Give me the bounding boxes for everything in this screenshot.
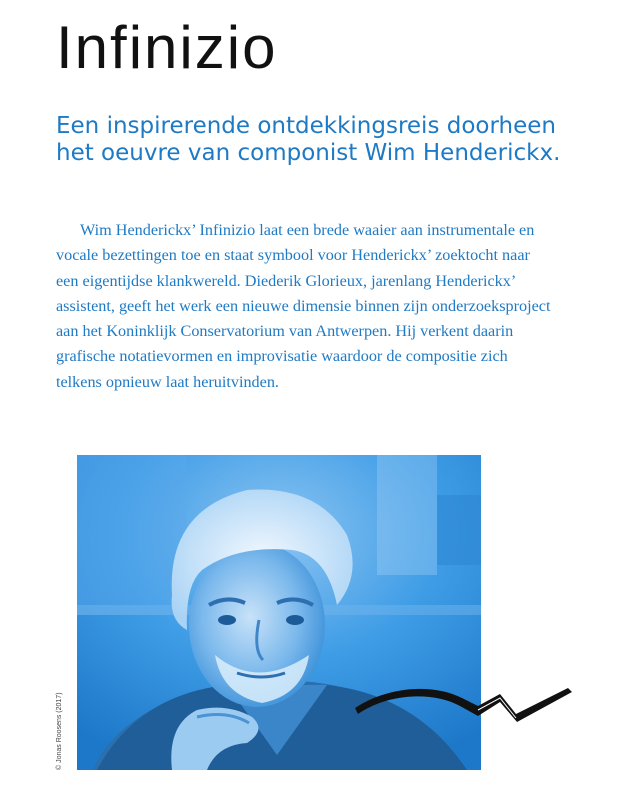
wave-logo-graphic bbox=[350, 680, 575, 725]
photo-credit: © Jonas Roosens (2017) bbox=[56, 692, 63, 770]
page-subtitle: Een inspirerende ontdekkingsreis doorheen het oeuvre van componist Wim Henderickx. bbox=[56, 113, 561, 166]
page-title: Infinizio bbox=[56, 14, 278, 81]
body-paragraph: Wim Henderickx’ Infinizio laat een brede waaier aan instrumentale en vocale bezettingen toe en staat symbool voor Henderickx’ zoektocht naar een eigentijdse klankwereld. Diederik Glorieux, jarenlang Henderickx’ assistent, geeft het werk een nieuwe dimensie binnen zijn onderzoeksproject aan het Koninklijk Conservatorium van Antwerpen. Hij verkent daarin grafische notatievormen en improvisatie waardoor de compositie zich telkens opnieuw laat heruitvinden. bbox=[56, 221, 551, 391]
